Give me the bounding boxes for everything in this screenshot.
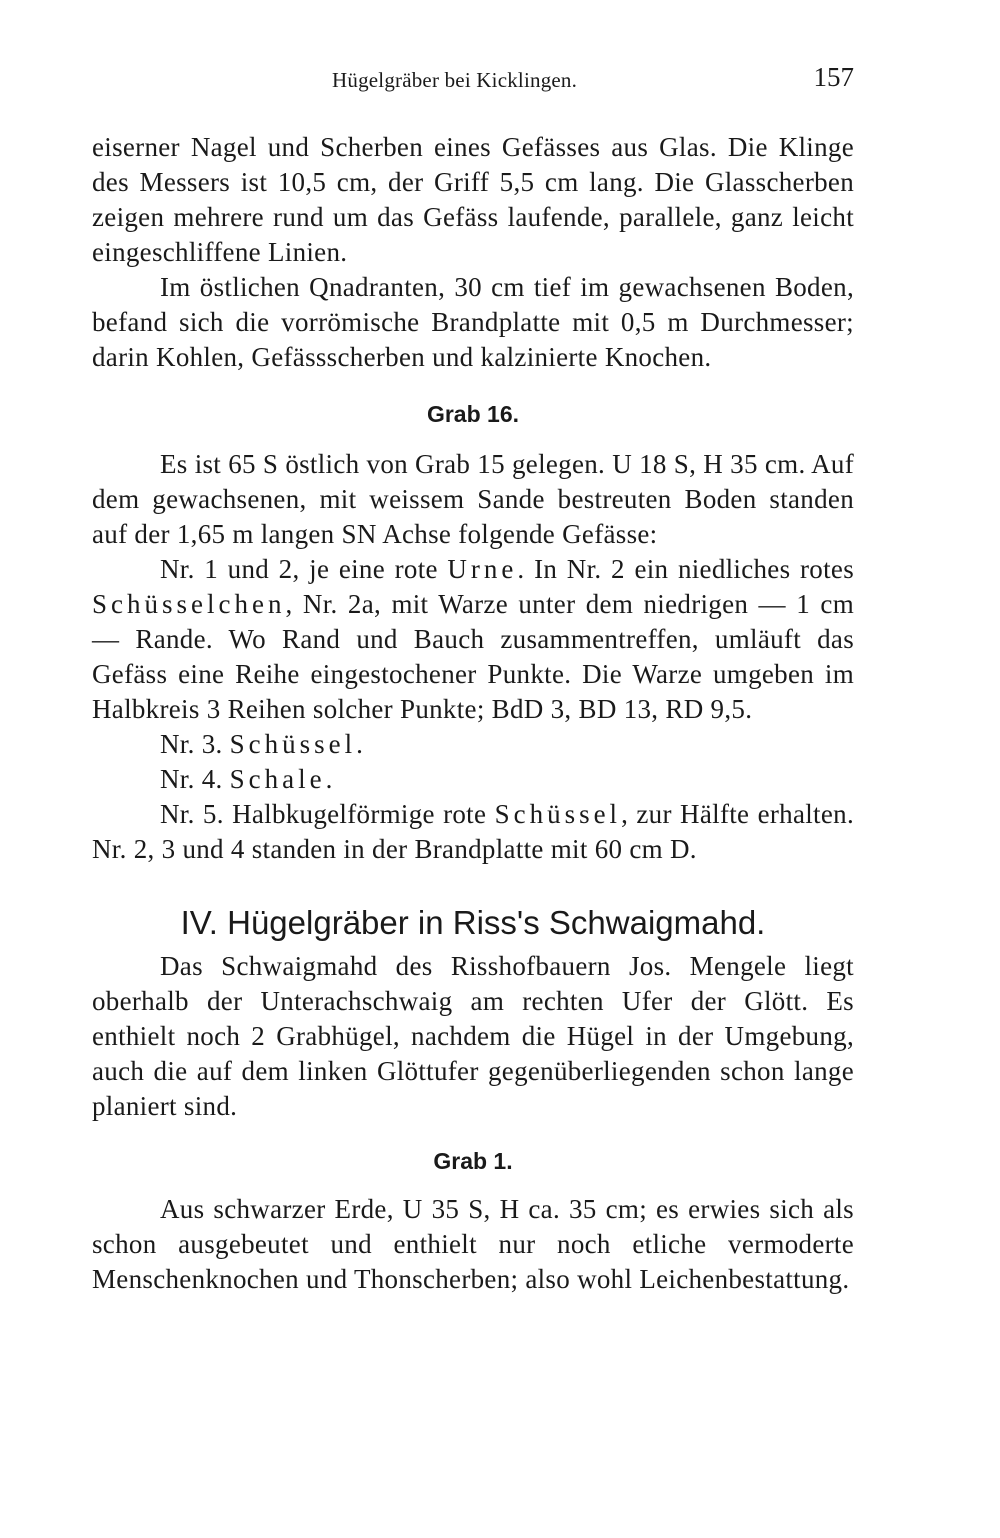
section-iv-heading: IV. Hügelgräber in Riss's Schwaigmahd. [180, 904, 766, 941]
nr4-text-a: Nr. 4. [160, 764, 230, 794]
nr1-term-schuesselchen: Schüsselchen [92, 589, 286, 619]
nr3-text-a: Nr. 3. [160, 729, 230, 759]
nr1-text-a: Nr. 1 und 2, je eine rote [160, 554, 448, 584]
grab-16-item-nr4 [92, 762, 854, 797]
nr1-text-c: . In Nr. 2 ein niedliches rotes [517, 554, 854, 584]
grab-16-item-nr3 [92, 727, 854, 762]
nr1-term-urne: Urne [447, 554, 518, 584]
document-page [92, 62, 854, 1297]
running-header [92, 62, 854, 102]
grab-1-paragraph: Aus schwarzer Erde, U 35 S, H ca. 35 cm; es erwies sich als schon ausgebeutet und enthielt nur noch etliche vermoderte Menschenknochen und Thonscherben; also wohl Leichenbestattung. [92, 1194, 854, 1294]
grab-16-item-nr5 [92, 797, 854, 867]
grab-16-item-nr1 [92, 552, 854, 727]
nr4-term-schale: Schale [229, 764, 326, 794]
paragraph-grab-15-end: eiserner Nagel und Scherben eines Gefässes aus Glas. Die Klinge des Messers ist 10,5 cm, der Griff 5,5 cm lang. Die Glasscherben zeigen mehrere rund um das Gefäss laufende, parallele, ganz leicht eingeschliffene Linien. [92, 132, 854, 267]
nr5-term-schuessel: Schüssel [494, 799, 622, 829]
grab-16-heading: Grab 16. [426, 401, 520, 427]
nr1-text-e: , Nr. 2a, mit Warze unter dem niedrigen — 1 cm — Rande. Wo Rand und Bauch zusammentreffen, umläuft das Gefäss eine Reihe eingestochener Punkte. Die Warze umgeben im Halbkreis 3 Reihen solcher Punkte; BdD 3, BD 13, RD 9,5. [92, 589, 854, 724]
nr5-text-c: , zur Hälfte erhalten. Nr. 2, 3 und 4 standen in der Brandplatte mit 60 cm D. [92, 799, 854, 864]
section-iv-paragraph: Das Schwaigmahd des Risshofbauern Jos. Mengele liegt oberhalb der Unterachschwaig am rechten Ufer der Glött. Es enthielt noch 2 Grabhügel, nachdem die Hügel in der Umgebung, auch die auf dem linken Glöttufer gegenüberliegenden schon lange planiert sind. [92, 951, 854, 1121]
nr4-text-c: . [325, 764, 333, 794]
grab-16-intro: Es ist 65 S östlich von Grab 15 gelegen. U 18 S, H 35 cm. Auf dem gewachsenen, mit weissem Sande bestreuten Boden standen auf der 1,65 m langen SN Achse folgende Gefässe: [92, 449, 854, 549]
nr5-text-a: Nr. 5. Halbkugelförmige rote [160, 799, 495, 829]
nr3-term-schuessel: Schüssel [229, 729, 357, 759]
running-title: Hügelgräber bei Kicklingen. [332, 68, 578, 92]
paragraph-brandplatte: Im östlichen Qnadranten, 30 cm tief im gewachsenen Boden, befand sich die vorrömische Brandplatte mit 0,5 m Durchmesser; darin Kohlen, Gefässscherben und kalzinierte Knochen. [92, 272, 854, 372]
grab-1-heading: Grab 1. [433, 1148, 513, 1174]
nr3-text-c: . [356, 729, 364, 759]
page-number: 157 [813, 62, 854, 92]
